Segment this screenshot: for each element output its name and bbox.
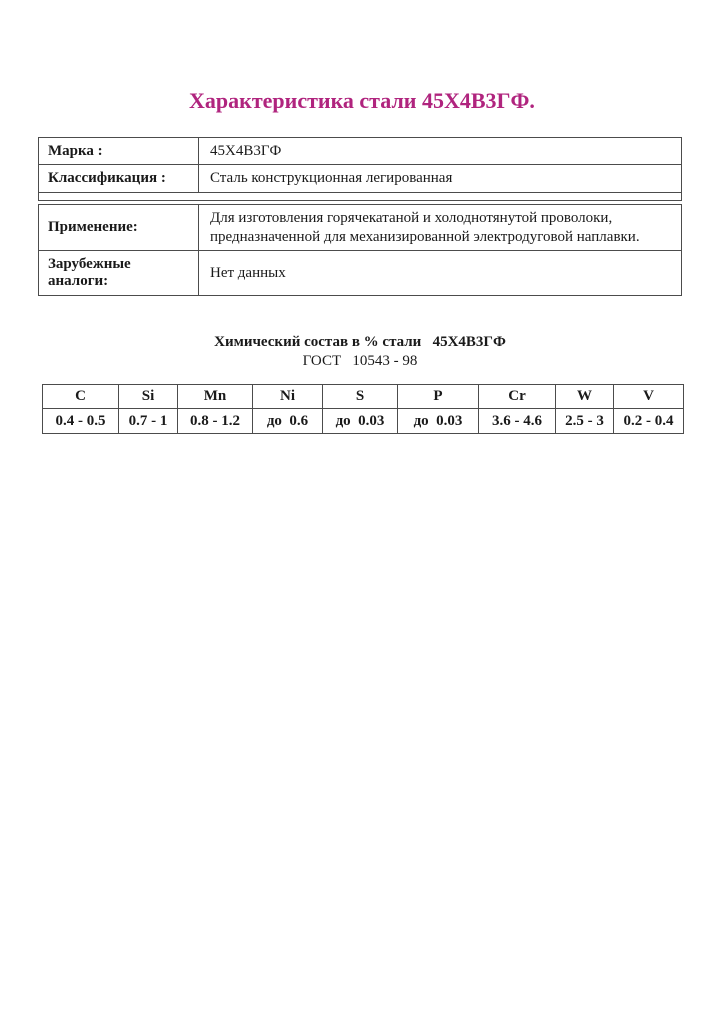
table-row-marka <box>39 138 682 165</box>
chem-header-v: V <box>614 385 684 409</box>
klassifikaciya-value: Сталь конструкционная легированная <box>199 165 682 193</box>
chem-value-p: до 0.03 <box>398 409 479 434</box>
chem-header-s: S <box>323 385 398 409</box>
steel-info-table-main <box>38 137 682 201</box>
chem-header-mn: Mn <box>178 385 253 409</box>
steel-info-table-secondary <box>38 204 682 296</box>
table-row-klassifikaciya <box>39 165 682 193</box>
analogi-label: Зарубежные аналоги: <box>39 251 199 296</box>
chem-header-row <box>43 385 684 409</box>
chem-value-mn: 0.8 - 1.2 <box>178 409 253 434</box>
chem-section-title: Химический состав в % стали 45Х4В3ГФ <box>214 334 506 350</box>
chem-values-row <box>43 409 684 434</box>
table-row-analogi <box>39 251 682 296</box>
empty-spacer-row <box>39 193 682 201</box>
chem-header-c: C <box>43 385 119 409</box>
chem-section-standard: ГОСТ 10543 - 98 <box>302 353 418 369</box>
chem-header-ni: Ni <box>253 385 323 409</box>
marka-value: 45Х4В3ГФ <box>199 138 682 165</box>
analogi-value: Нет данных <box>199 251 682 296</box>
chem-value-c: 0.4 - 0.5 <box>43 409 119 434</box>
chem-section-header <box>38 333 682 371</box>
chem-value-si: 0.7 - 1 <box>119 409 178 434</box>
chem-header-cr: Cr <box>479 385 556 409</box>
chem-value-w: 2.5 - 3 <box>556 409 614 434</box>
chem-composition-table <box>42 384 684 434</box>
table-row-primenenie <box>39 205 682 251</box>
klassifikaciya-label: Классификация : <box>39 165 199 193</box>
marka-label: Марка : <box>39 138 199 165</box>
page-title: Характеристика стали 45Х4В3ГФ. <box>189 88 535 113</box>
chem-value-s: до 0.03 <box>323 409 398 434</box>
chem-header-p: P <box>398 385 479 409</box>
chem-value-cr: 3.6 - 4.6 <box>479 409 556 434</box>
chem-value-ni: до 0.6 <box>253 409 323 434</box>
empty-spacer-cell <box>39 193 682 201</box>
document-content <box>38 137 682 434</box>
primenenie-value: Для изготовления горячекатаной и холоднотянутой проволоки, предназначенной для механизированной электродуговой наплавки. <box>199 205 682 251</box>
chem-header-si: Si <box>119 385 178 409</box>
primenenie-label: Применение: <box>39 205 199 251</box>
chem-header-w: W <box>556 385 614 409</box>
chem-value-v: 0.2 - 0.4 <box>614 409 684 434</box>
